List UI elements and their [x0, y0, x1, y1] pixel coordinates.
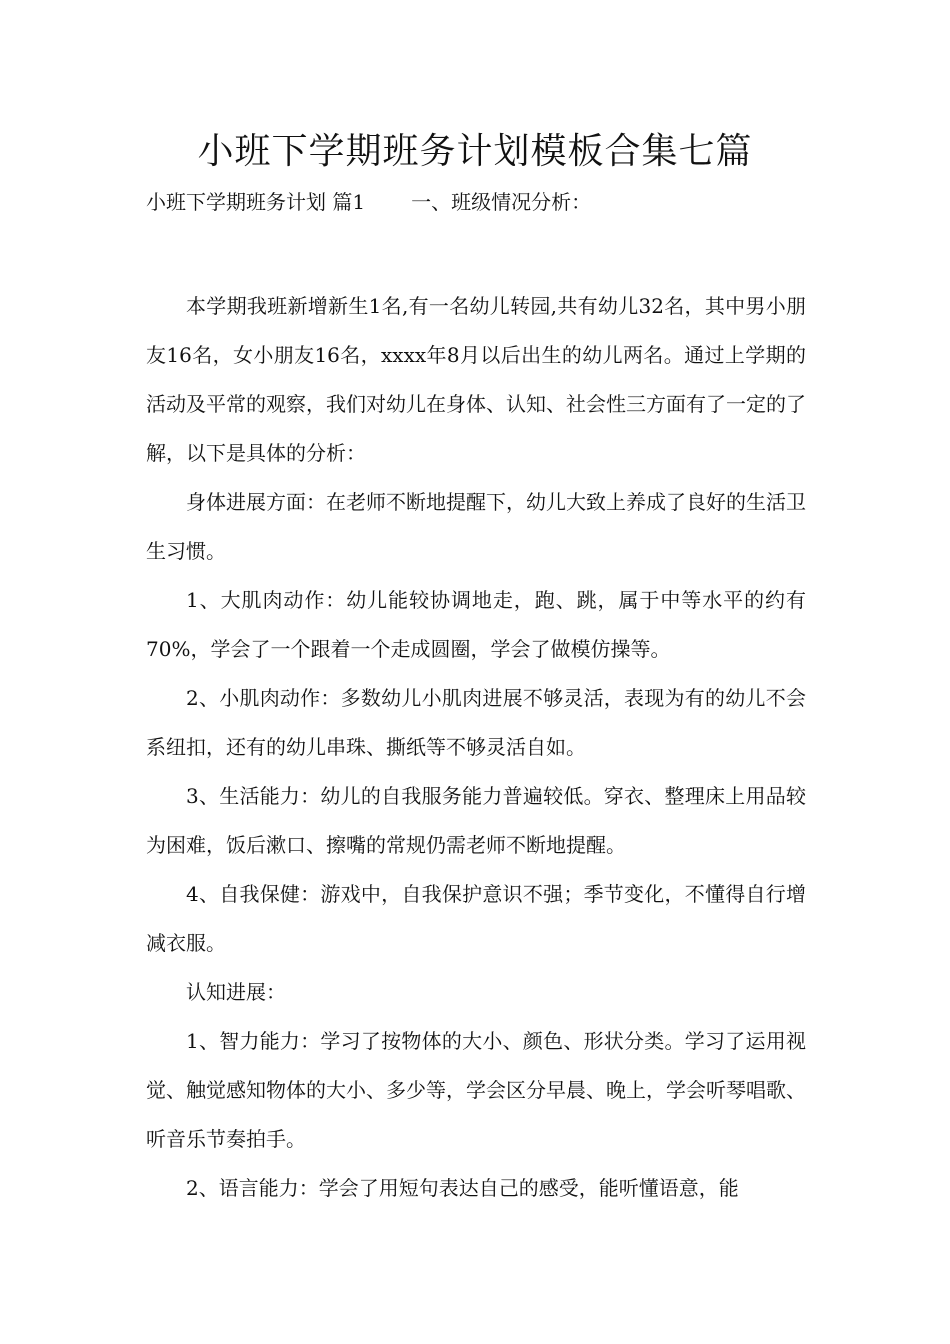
- part-label: 小班下学期班务计划 篇1: [146, 190, 366, 214]
- paragraph-fine-motor: 2、小肌肉动作：多数幼儿小肌肉进展不够灵活，表现为有的幼儿不会系纽扣，还有的幼儿串珠、撕纸等不够灵活自如。: [146, 686, 806, 759]
- paragraph-language: 2、语言能力：学会了用短句表达自己的感受，能听懂语意，能: [186, 1176, 739, 1200]
- paragraph-self-care: 4、自我保健：游戏中，自我保护意识不强；季节变化，不懂得自行增减衣服。: [146, 882, 806, 955]
- paragraph-life-skills: 3、生活能力：幼儿的自我服务能力普遍较低。穿衣、整理床上用品较为困难，饭后漱口、擦嘴的常规仍需老师不断地提醒。: [146, 784, 806, 857]
- section-heading: 一、班级情况分析：: [411, 190, 592, 214]
- document-body: [146, 282, 806, 1213]
- paragraph-cognitive-heading: 认知进展：: [186, 980, 286, 1004]
- subheading: [146, 186, 591, 218]
- paragraph-physical: 身体进展方面：在老师不断地提醒下，幼儿大致上养成了良好的生活卫生习惯。: [146, 490, 806, 563]
- document-title: 小班下学期班务计划模板合集七篇: [197, 131, 753, 172]
- paragraph-intelligence: 1、智力能力：学习了按物体的大小、颜色、形状分类。学习了运用视觉、触觉感知物体的大小、多少等，学会区分早晨、晚上，学会听琴唱歌、听音乐节奏拍手。: [146, 1029, 806, 1151]
- paragraph-intro: 本学期我班新增新生1名,有一名幼儿转园,共有幼儿32名，其中男小朋友16名，女小朋友16名，xxxx年8月以后出生的幼儿两名。通过上学期的活动及平常的观察，我们对幼儿在身体、认知、社会性三方面有了一定的了解，以下是具体的分析：: [146, 294, 806, 465]
- paragraph-gross-motor: 1、大肌肉动作：幼儿能较协调地走，跑、跳，属于中等水平的约有70%，学会了一个跟着一个走成圆圈，学会了做模仿操等。: [146, 588, 806, 661]
